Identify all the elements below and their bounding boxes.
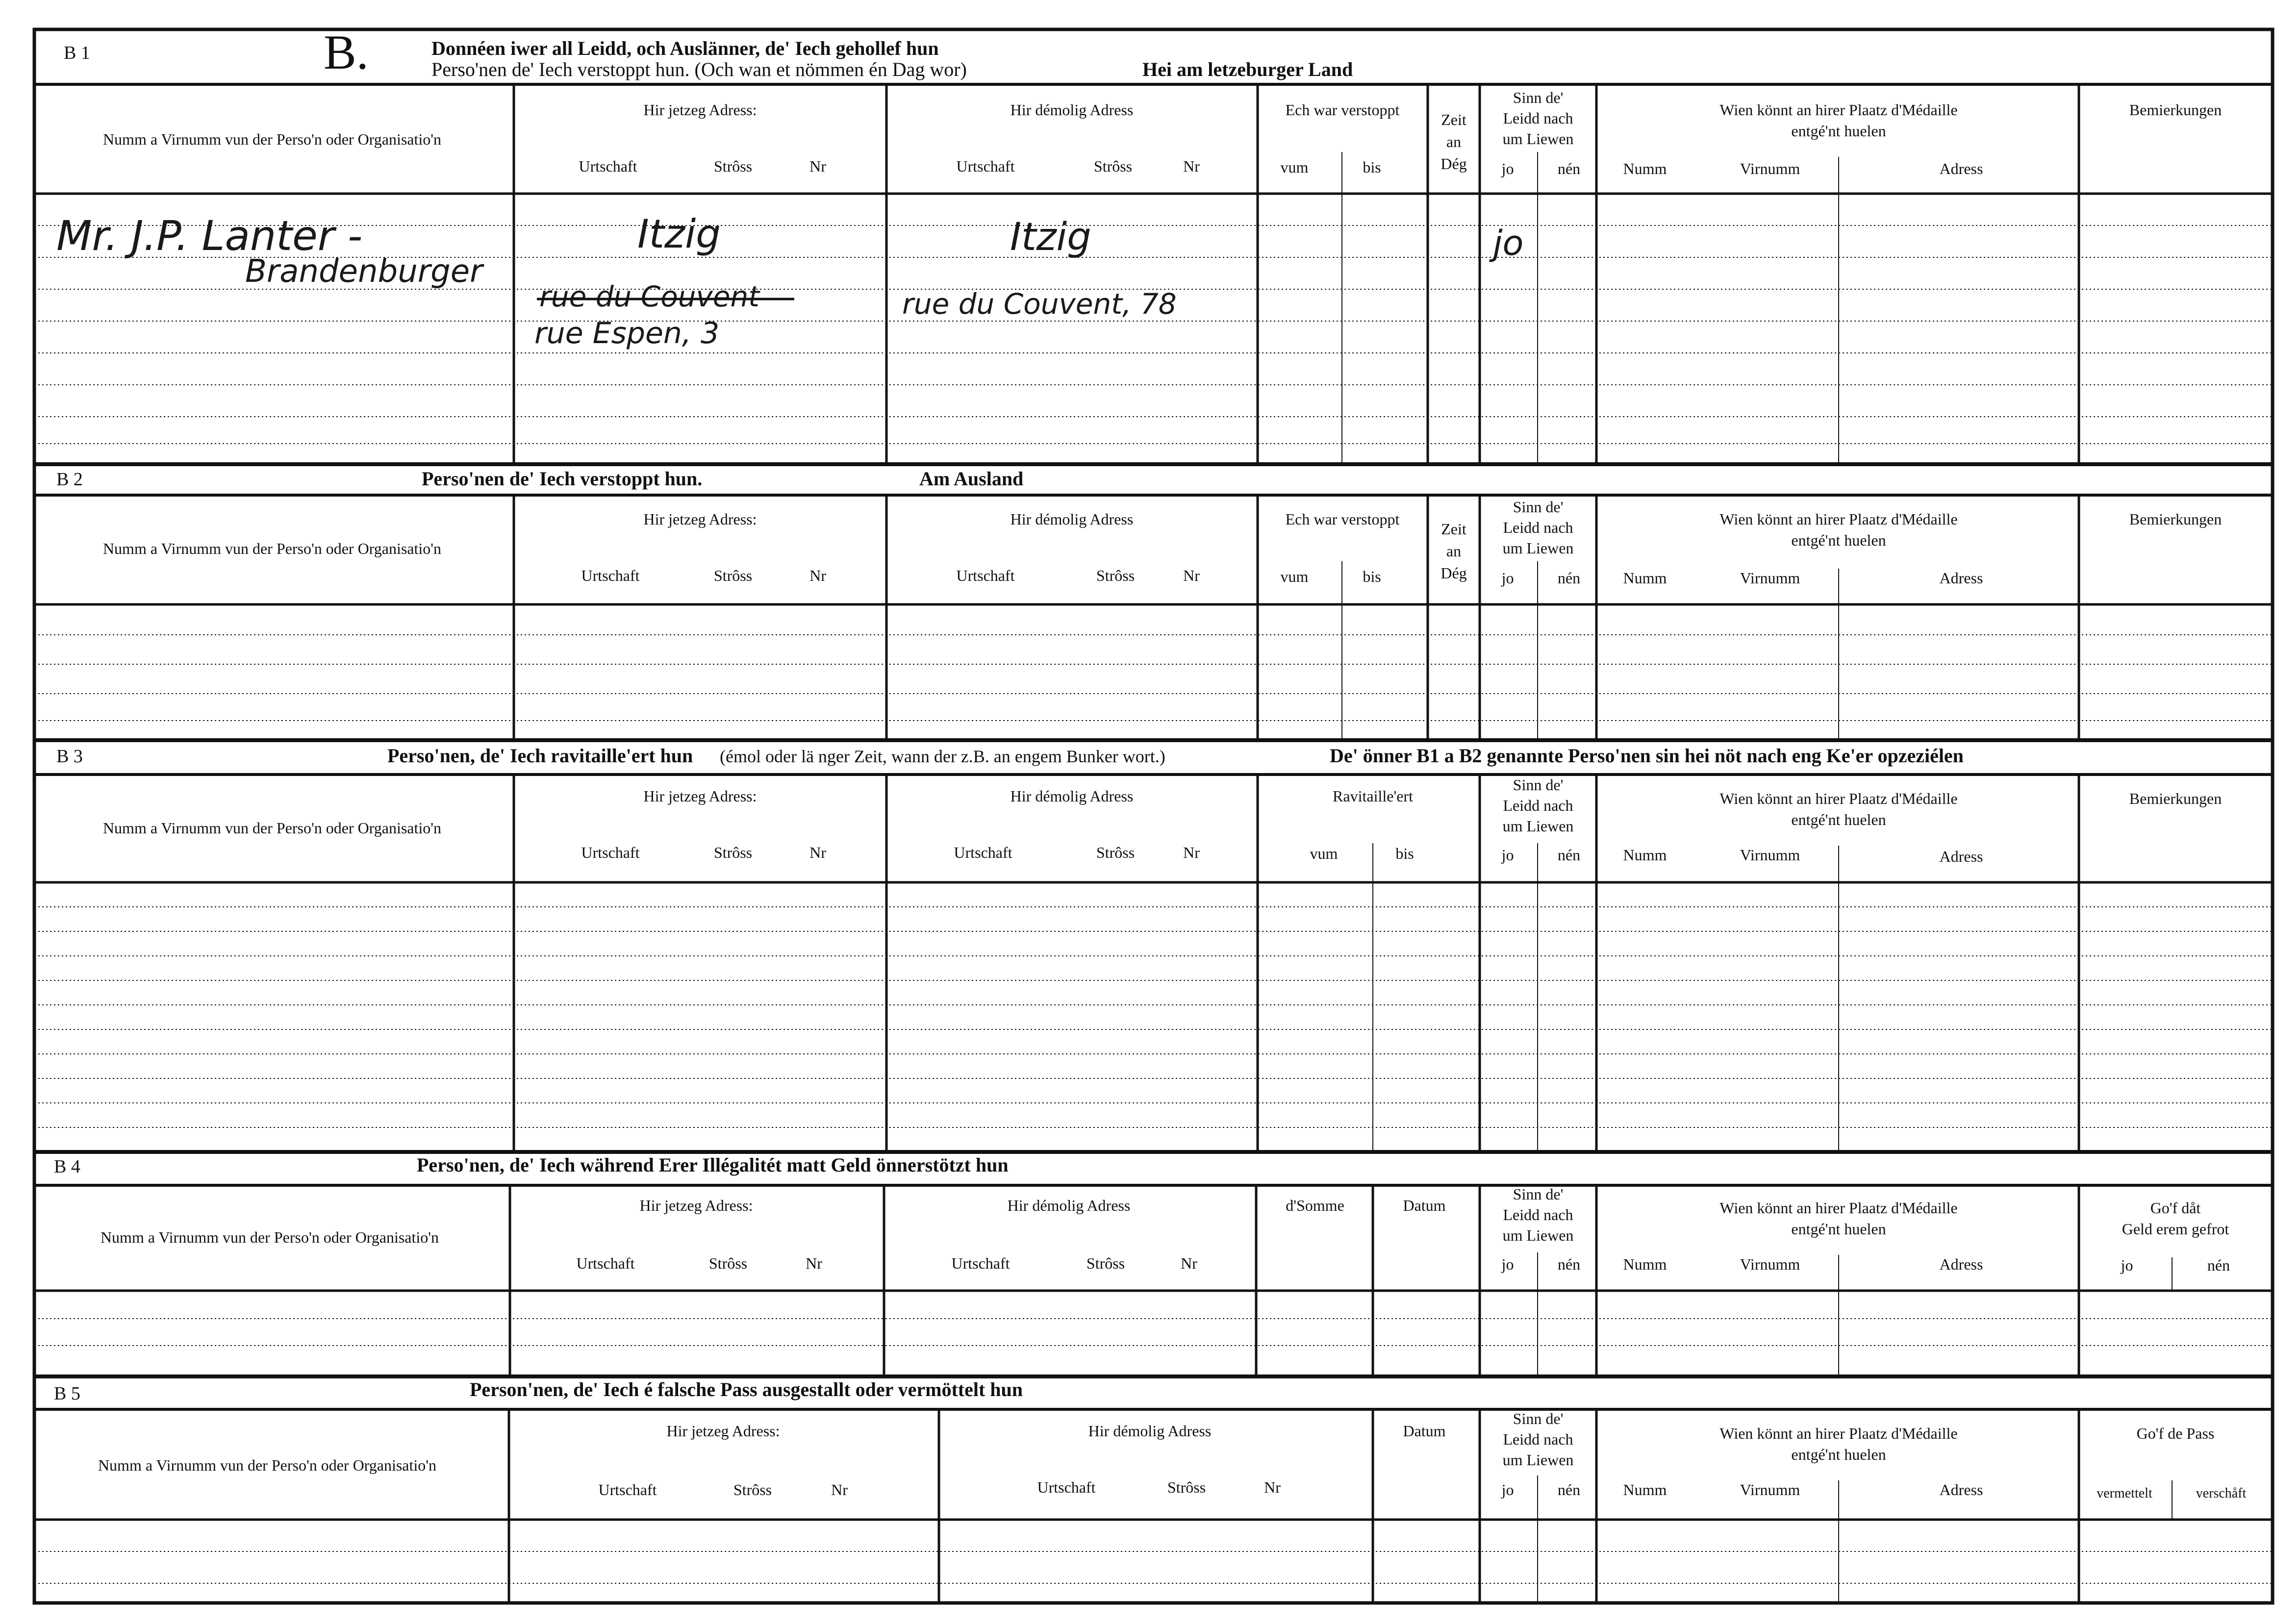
- header-former-address: Hir démolig Adress: [1010, 101, 1134, 119]
- header-since: um Liewen: [1502, 130, 1574, 148]
- header-locality: Urtschaft: [956, 157, 1015, 175]
- header-since: Leidd nach: [1503, 1430, 1573, 1448]
- header-medal-address: Adress: [1939, 569, 1983, 587]
- section-b5-headers: [98, 1410, 2247, 1501]
- header-yes: jo: [1501, 160, 1514, 177]
- header-street: Strôss: [713, 157, 753, 175]
- header-locality: Urtschaft: [576, 1254, 635, 1272]
- header-time: Zeit: [1441, 520, 1466, 538]
- header-time: Dég: [1441, 564, 1467, 582]
- header-street: Strôss: [713, 844, 753, 861]
- section-b3-title-suffix: De' önner B1 a B2 genannte Perso'nen sin hei nöt nach eng Ke'er opzeziélen: [1330, 745, 1964, 767]
- header-medal: Wien könnt an hirer Plaatz d'Médaille: [1719, 101, 1958, 119]
- header-former-address: Hir démolig Adress: [1010, 787, 1134, 805]
- header-medal-first: Virnumm: [1740, 569, 1800, 587]
- section-b4: [34, 1154, 2273, 1376]
- header-remarks: Bemierkungen: [2129, 790, 2222, 807]
- header-remarks: Bemierkungen: [2129, 101, 2222, 119]
- header-locality: Urtschaft: [954, 844, 1012, 861]
- header-name: Numm a Virnumm vun der Perso'n oder Organisatio'n: [98, 1456, 437, 1474]
- header-number: Nr: [1264, 1478, 1281, 1496]
- header-since: um Liewen: [1502, 1451, 1574, 1469]
- header-no: nén: [1557, 569, 1581, 587]
- header-gift: Go'f dåt: [2150, 1199, 2201, 1217]
- header-medal-first: Virnumm: [1740, 1255, 1800, 1273]
- header-number: Nr: [1183, 567, 1200, 584]
- header-no: nén: [1557, 1255, 1581, 1273]
- header-remarks: Bemierkungen: [2129, 510, 2222, 528]
- section-b1-title-line1: Donnéen iwer all Leidd, och Auslänner, de' Iech gehollef hun: [431, 37, 939, 59]
- header-since: Leidd nach: [1503, 519, 1573, 536]
- header-yes: jo: [1501, 569, 1514, 587]
- header-number: Nr: [1183, 844, 1200, 861]
- header-no: nén: [1557, 846, 1581, 864]
- header-medal-first: Virnumm: [1740, 846, 1800, 864]
- header-since: um Liewen: [1502, 817, 1574, 835]
- header-pass-mediated: vermettelt: [2097, 1486, 2152, 1501]
- section-b5-title: Person'nen, de' Iech é falsche Pass ausgestallt oder vermöttelt hun: [470, 1378, 1023, 1400]
- header-no: nén: [1557, 160, 1581, 177]
- header-current-address: Hir jetzeg Adress:: [666, 1422, 780, 1440]
- section-b4-title: Perso'nen, de' Iech während Erer Illégalitét matt Geld önnerstötzt hun: [417, 1154, 1009, 1176]
- header-number: Nr: [1181, 1254, 1197, 1272]
- header-number: Nr: [831, 1481, 848, 1499]
- header-pass: Go'f de Pass: [2136, 1424, 2215, 1442]
- section-b3: [34, 745, 2273, 1152]
- header-locality: Urtschaft: [581, 844, 640, 861]
- header-locality: Urtschaft: [956, 567, 1015, 584]
- header-since: Leidd nach: [1503, 1206, 1573, 1224]
- header-from: vum: [1280, 568, 1309, 585]
- entry-name-line2: Brandenburger: [245, 253, 483, 290]
- header-pass-issued: verschåft: [2196, 1486, 2247, 1501]
- header-to: bis: [1395, 845, 1414, 862]
- header-name: Numm a Virnumm vun der Perso'n oder Organisatio'n: [102, 130, 442, 148]
- header-since: Leidd nach: [1503, 109, 1573, 127]
- header-time: an: [1446, 542, 1462, 560]
- header-medal-first: Virnumm: [1740, 1481, 1800, 1499]
- header-hidden: Ech war verstoppt: [1285, 101, 1400, 119]
- section-b2-title-suffix: Am Ausland: [919, 468, 1024, 490]
- header-medal-name: Numm: [1623, 846, 1667, 864]
- header-street: Strôss: [1086, 1254, 1125, 1272]
- header-to: bis: [1363, 158, 1381, 176]
- header-since: Sinn de': [1513, 1410, 1564, 1427]
- header-locality: Urtschaft: [951, 1254, 1010, 1272]
- header-locality: Urtschaft: [1037, 1478, 1096, 1496]
- header-time: Dég: [1441, 155, 1467, 173]
- section-b2-headers: [103, 498, 2222, 587]
- header-medal-name: Numm: [1623, 1481, 1667, 1499]
- header-sum: d'Somme: [1286, 1197, 1344, 1214]
- header-medal-name: Numm: [1623, 569, 1667, 587]
- header-since: Sinn de': [1513, 89, 1564, 106]
- header-street: Strôss: [1096, 844, 1135, 861]
- header-current-address: Hir jetzeg Adress:: [643, 101, 757, 119]
- entry-current-street: rue Espen, 3: [534, 316, 720, 350]
- entry-former-street: rue du Couvent, 78: [902, 287, 1177, 321]
- entry-current-street-struck: rue du Couvent: [539, 280, 759, 313]
- section-b1: [34, 25, 2273, 464]
- entry-alive: jo: [1493, 223, 1524, 263]
- section-b1-headers: [103, 89, 2222, 177]
- header-medal: entgé'nt huelen: [1791, 811, 1886, 828]
- header-locality: Urtschaft: [579, 157, 637, 175]
- header-medal: Wien könnt an hirer Plaatz d'Médaille: [1719, 1199, 1958, 1217]
- header-medal-name: Numm: [1623, 160, 1667, 177]
- header-time: Zeit: [1441, 111, 1466, 128]
- header-medal-first: Virnumm: [1740, 160, 1800, 177]
- header-number: Nr: [809, 844, 826, 861]
- header-street: Strôss: [713, 567, 753, 584]
- header-medal-address: Adress: [1939, 848, 1983, 865]
- header-since: Sinn de': [1513, 776, 1564, 794]
- section-b2: [34, 468, 2273, 740]
- header-former-address: Hir démolig Adress: [1010, 510, 1134, 528]
- header-street: Strôss: [708, 1254, 748, 1272]
- header-medal-address: Adress: [1939, 160, 1983, 177]
- header-date: Datum: [1403, 1197, 1446, 1214]
- section-b2-code: B 2: [56, 469, 83, 490]
- header-medal-address: Adress: [1939, 1255, 1983, 1273]
- header-current-address: Hir jetzeg Adress:: [643, 510, 757, 528]
- section-b3-headers: [103, 776, 2222, 865]
- header-yes: jo: [1501, 846, 1514, 864]
- header-gift: Geld erem gefrot: [2122, 1220, 2229, 1238]
- header-locality: Urtschaft: [581, 567, 640, 584]
- section-b1-handwritten-entries: [56, 211, 1523, 350]
- section-b2-title: Perso'nen de' Iech verstoppt hun.: [422, 468, 703, 490]
- header-time: an: [1446, 133, 1462, 150]
- header-from: vum: [1310, 845, 1338, 862]
- header-name: Numm a Virnumm vun der Perso'n oder Organisatio'n: [102, 819, 442, 837]
- header-yes: jo: [2121, 1256, 2133, 1274]
- header-medal: Wien könnt an hirer Plaatz d'Médaille: [1719, 510, 1958, 528]
- header-since: Sinn de': [1513, 1185, 1564, 1203]
- header-medal: entgé'nt huelen: [1791, 531, 1886, 549]
- entry-current-city: Itzig: [637, 211, 721, 257]
- header-medal: entgé'nt huelen: [1791, 1220, 1886, 1238]
- section-b1-title-line2: Perso'nen de' Iech verstoppt hun. (Och wan et nömmen én Dag wor): [431, 58, 967, 80]
- header-locality: Urtschaft: [598, 1481, 657, 1499]
- section-b4-headers: [101, 1185, 2230, 1274]
- section-b4-code: B 4: [54, 1156, 80, 1177]
- header-number: Nr: [809, 157, 826, 175]
- header-number: Nr: [809, 567, 826, 584]
- header-street: Strôss: [1093, 157, 1133, 175]
- section-b3-title: Perso'nen, de' Iech ravitaille'ert hun: [387, 745, 693, 767]
- header-medal: entgé'nt huelen: [1791, 1446, 1886, 1463]
- header-number: Nr: [806, 1254, 822, 1272]
- header-since: Leidd nach: [1503, 797, 1573, 814]
- form-letter: B.: [324, 25, 369, 79]
- section-b5: [34, 1378, 2273, 1603]
- header-medal-address: Adress: [1939, 1481, 1983, 1499]
- header-from: vum: [1280, 158, 1309, 176]
- header-street: Strôss: [1096, 567, 1135, 584]
- header-street: Strôss: [733, 1481, 772, 1499]
- entry-former-city: Itzig: [1010, 215, 1091, 259]
- header-no: nén: [1557, 1481, 1581, 1499]
- header-former-address: Hir démolig Adress: [1007, 1197, 1131, 1214]
- header-number: Nr: [1183, 157, 1200, 175]
- header-name: Numm a Virnumm vun der Perso'n oder Organisatio'n: [102, 540, 442, 557]
- header-date: Datum: [1403, 1422, 1446, 1440]
- section-b3-code: B 3: [56, 746, 83, 767]
- header-current-address: Hir jetzeg Adress:: [639, 1197, 753, 1214]
- header-medal: Wien könnt an hirer Plaatz d'Médaille: [1719, 790, 1958, 807]
- section-b3-title-paren: (émol oder lä nger Zeit, wann der z.B. an engem Bunker wort.): [720, 747, 1165, 766]
- header-supplied: Ravitaille'ert: [1333, 787, 1413, 805]
- header-yes: jo: [1501, 1255, 1514, 1273]
- header-current-address: Hir jetzeg Adress:: [643, 787, 757, 805]
- header-no: nén: [2207, 1256, 2230, 1274]
- entry-name-line1: Mr. J.P. Lanter -: [56, 212, 363, 260]
- header-street: Strôss: [1167, 1478, 1206, 1496]
- header-medal: entgé'nt huelen: [1791, 122, 1886, 140]
- header-to: bis: [1363, 568, 1381, 585]
- section-b1-code: B 1: [64, 43, 90, 63]
- section-b1-title-suffix: Hei am letzeburger Land: [1142, 58, 1353, 80]
- header-name: Numm a Virnumm vun der Perso'n oder Organisatio'n: [100, 1228, 439, 1246]
- header-medal-name: Numm: [1623, 1255, 1667, 1273]
- header-yes: jo: [1501, 1481, 1514, 1499]
- header-since: Sinn de': [1513, 498, 1564, 516]
- header-since: um Liewen: [1502, 539, 1574, 557]
- header-former-address: Hir démolig Adress: [1088, 1422, 1212, 1440]
- header-medal: Wien könnt an hirer Plaatz d'Médaille: [1719, 1424, 1958, 1442]
- section-b5-code: B 5: [54, 1383, 80, 1404]
- header-since: um Liewen: [1502, 1226, 1574, 1244]
- header-hidden: Ech war verstoppt: [1285, 510, 1400, 528]
